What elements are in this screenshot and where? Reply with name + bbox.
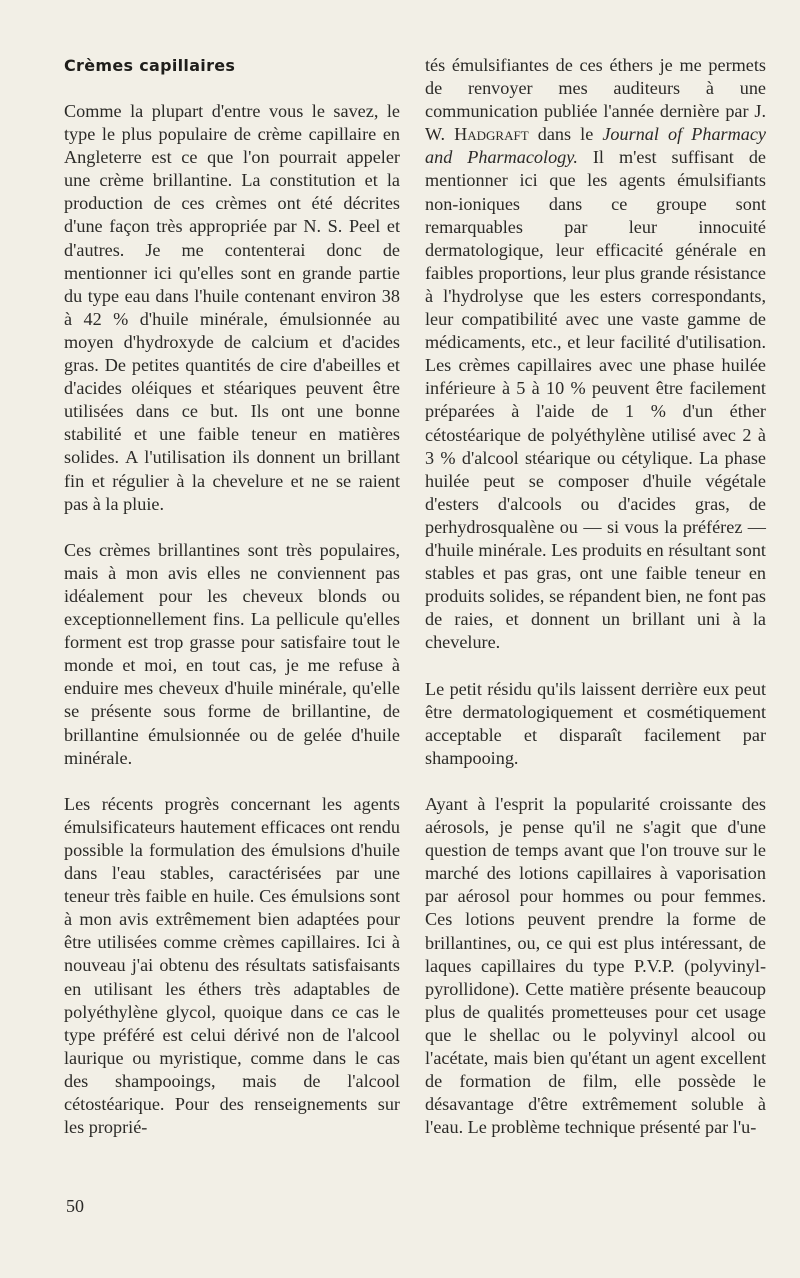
journal-title: Journal of Pharmacy and Pharmacology. [425, 124, 766, 168]
paragraph-non-ionic-agents [425, 54, 766, 654]
paragraph-popularity: Ces crèmes brillantines sont très populaires, mais à mon avis elles ne conviennent pas idéalement pour les cheveux blonds ou exceptionnellement fins. La pellicule qu'elles forment est trop grasse pour satisfaire tout le monde et moi, en tout cas, je me refuse à enduire mes cheveux d'huile minérale, qu'elle se présente sous forme de brillantine, de brillantine émulsionnée ou de gelée d'huile minérale. [64, 539, 400, 768]
paragraph-brillantine-creams: Comme la plupart d'entre vous le savez, le type le plus populaire de crème capillaire en Angleterre est ce que l'on pourrait appeler une crème brillantine. La constitution et la production de ces crèmes ont été décrites d'une façon très appropriée par N. S. Peel et d'autres. Je me contenterai donc de mentionner ici qu'elles sont en grande partie du type eau dans l'huile contenant environ 38 à 42 % d'huile minérale, émulsionnée au moyen d'hydroxyde de calcium et d'acides gras. De petites quantités de cire d'abeilles et d'acides oléiques et stéariques peuvent être utilisées dans ce but. Ils ont une bonne stabilité et une faible teneur en matières solides. A l'utilisation ils donnent un brillant fin et régulier à la chevelure et ne se raient pas à la pluie. [64, 101, 400, 514]
right-column [425, 54, 766, 1163]
paragraph-emulsifiers: Les récents progrès concernant les agents émulsificateurs hautement efficaces ont rendu possible la formulation des émulsions d'huile dans l'eau stables, caractérisées par une teneur très faible en huile. Ces émulsions sont à mon avis extrêmement bien adaptées pour être utilisées comme crèmes capillaires. Ici à nouveau j'ai obtenu des résultats satisfaisants en utilisant les éthers très adaptables de polyéthylène glycol, quoique dans ce cas le type préféré est celui dérivé non de l'alcool laurique ou myristique, comme dans le cas des shampooings, mais de l'alcool cétostéarique. Pour des renseignements sur les proprié- [64, 793, 400, 1138]
page-number: 50 [66, 1196, 84, 1216]
section-heading: Crèmes capillaires [64, 56, 236, 75]
text-run: tés émulsifiantes de ces éthers je me permets de renvoyer mes auditeurs à une communication publiée l'année dernière par J. W. [425, 55, 766, 145]
author-name: Hadgraft [454, 124, 529, 145]
text-run: Il m'est suffisant de mentionner ici que les agents émulsifiants non-ioniques dans ce groupe sont remarquables par leur innocuité dermatologique, leur efficacité générale en faibles proportions, leur plus grande résistance à l'hydrolyse que les esters correspondants, leur compatibilité avec une vaste gamme de médicaments, etc., et leur facilité d'utilisation. Les crèmes capillaires avec une phase huilée inférieure à 5 à 10 % peuvent être facilement préparées à l'aide de 1 % d'un éther cétostéarique de polyéthylène utilisé avec 2 à 3 % d'alcool stéarique ou cétylique. La phase huilée peut se composer d'huile végétale d'esters d'alcools ou d'acides gras, de perhydrosqualène ou — si vous la préférez — d'huile minérale. Les produits en résultant sont stables et pas gras, ont une faible teneur en produits solides, se répandent bien, ne font pas de raies, et donnent un brillant uni à la chevelure. [425, 147, 766, 653]
left-column [64, 54, 400, 1162]
paragraph-residue: Le petit résidu qu'ils laissent derrière eux peut être dermatologiquement et cosmétiquement acceptable et disparaît facilement par shampooing. [425, 678, 766, 768]
text-run: dans le [537, 124, 594, 145]
paragraph-aerosols: Ayant à l'esprit la popularité croissante des aérosols, je pense qu'il ne s'agit que d'une question de temps avant que l'on trouve sur le marché des lotions capillaires à vaporisation par aérosol pour hommes ou pour femmes. Ces lotions peuvent prendre la forme de brillantines, ou, ce qui est plus intéressant, de laques capillaires du type P.V.P. (polyvinyl-pyrollidone). Cette matière présente beaucoup plus de qualités prometteuses pour cet usage que le shellac ou le polyvinyl alcool ou l'acétate, mais bien qu'étant un agent excellent de formation de film, elle possède le désavantage d'être extrêmement soluble à l'eau. Le problème technique présenté par l'u- [425, 794, 766, 1138]
